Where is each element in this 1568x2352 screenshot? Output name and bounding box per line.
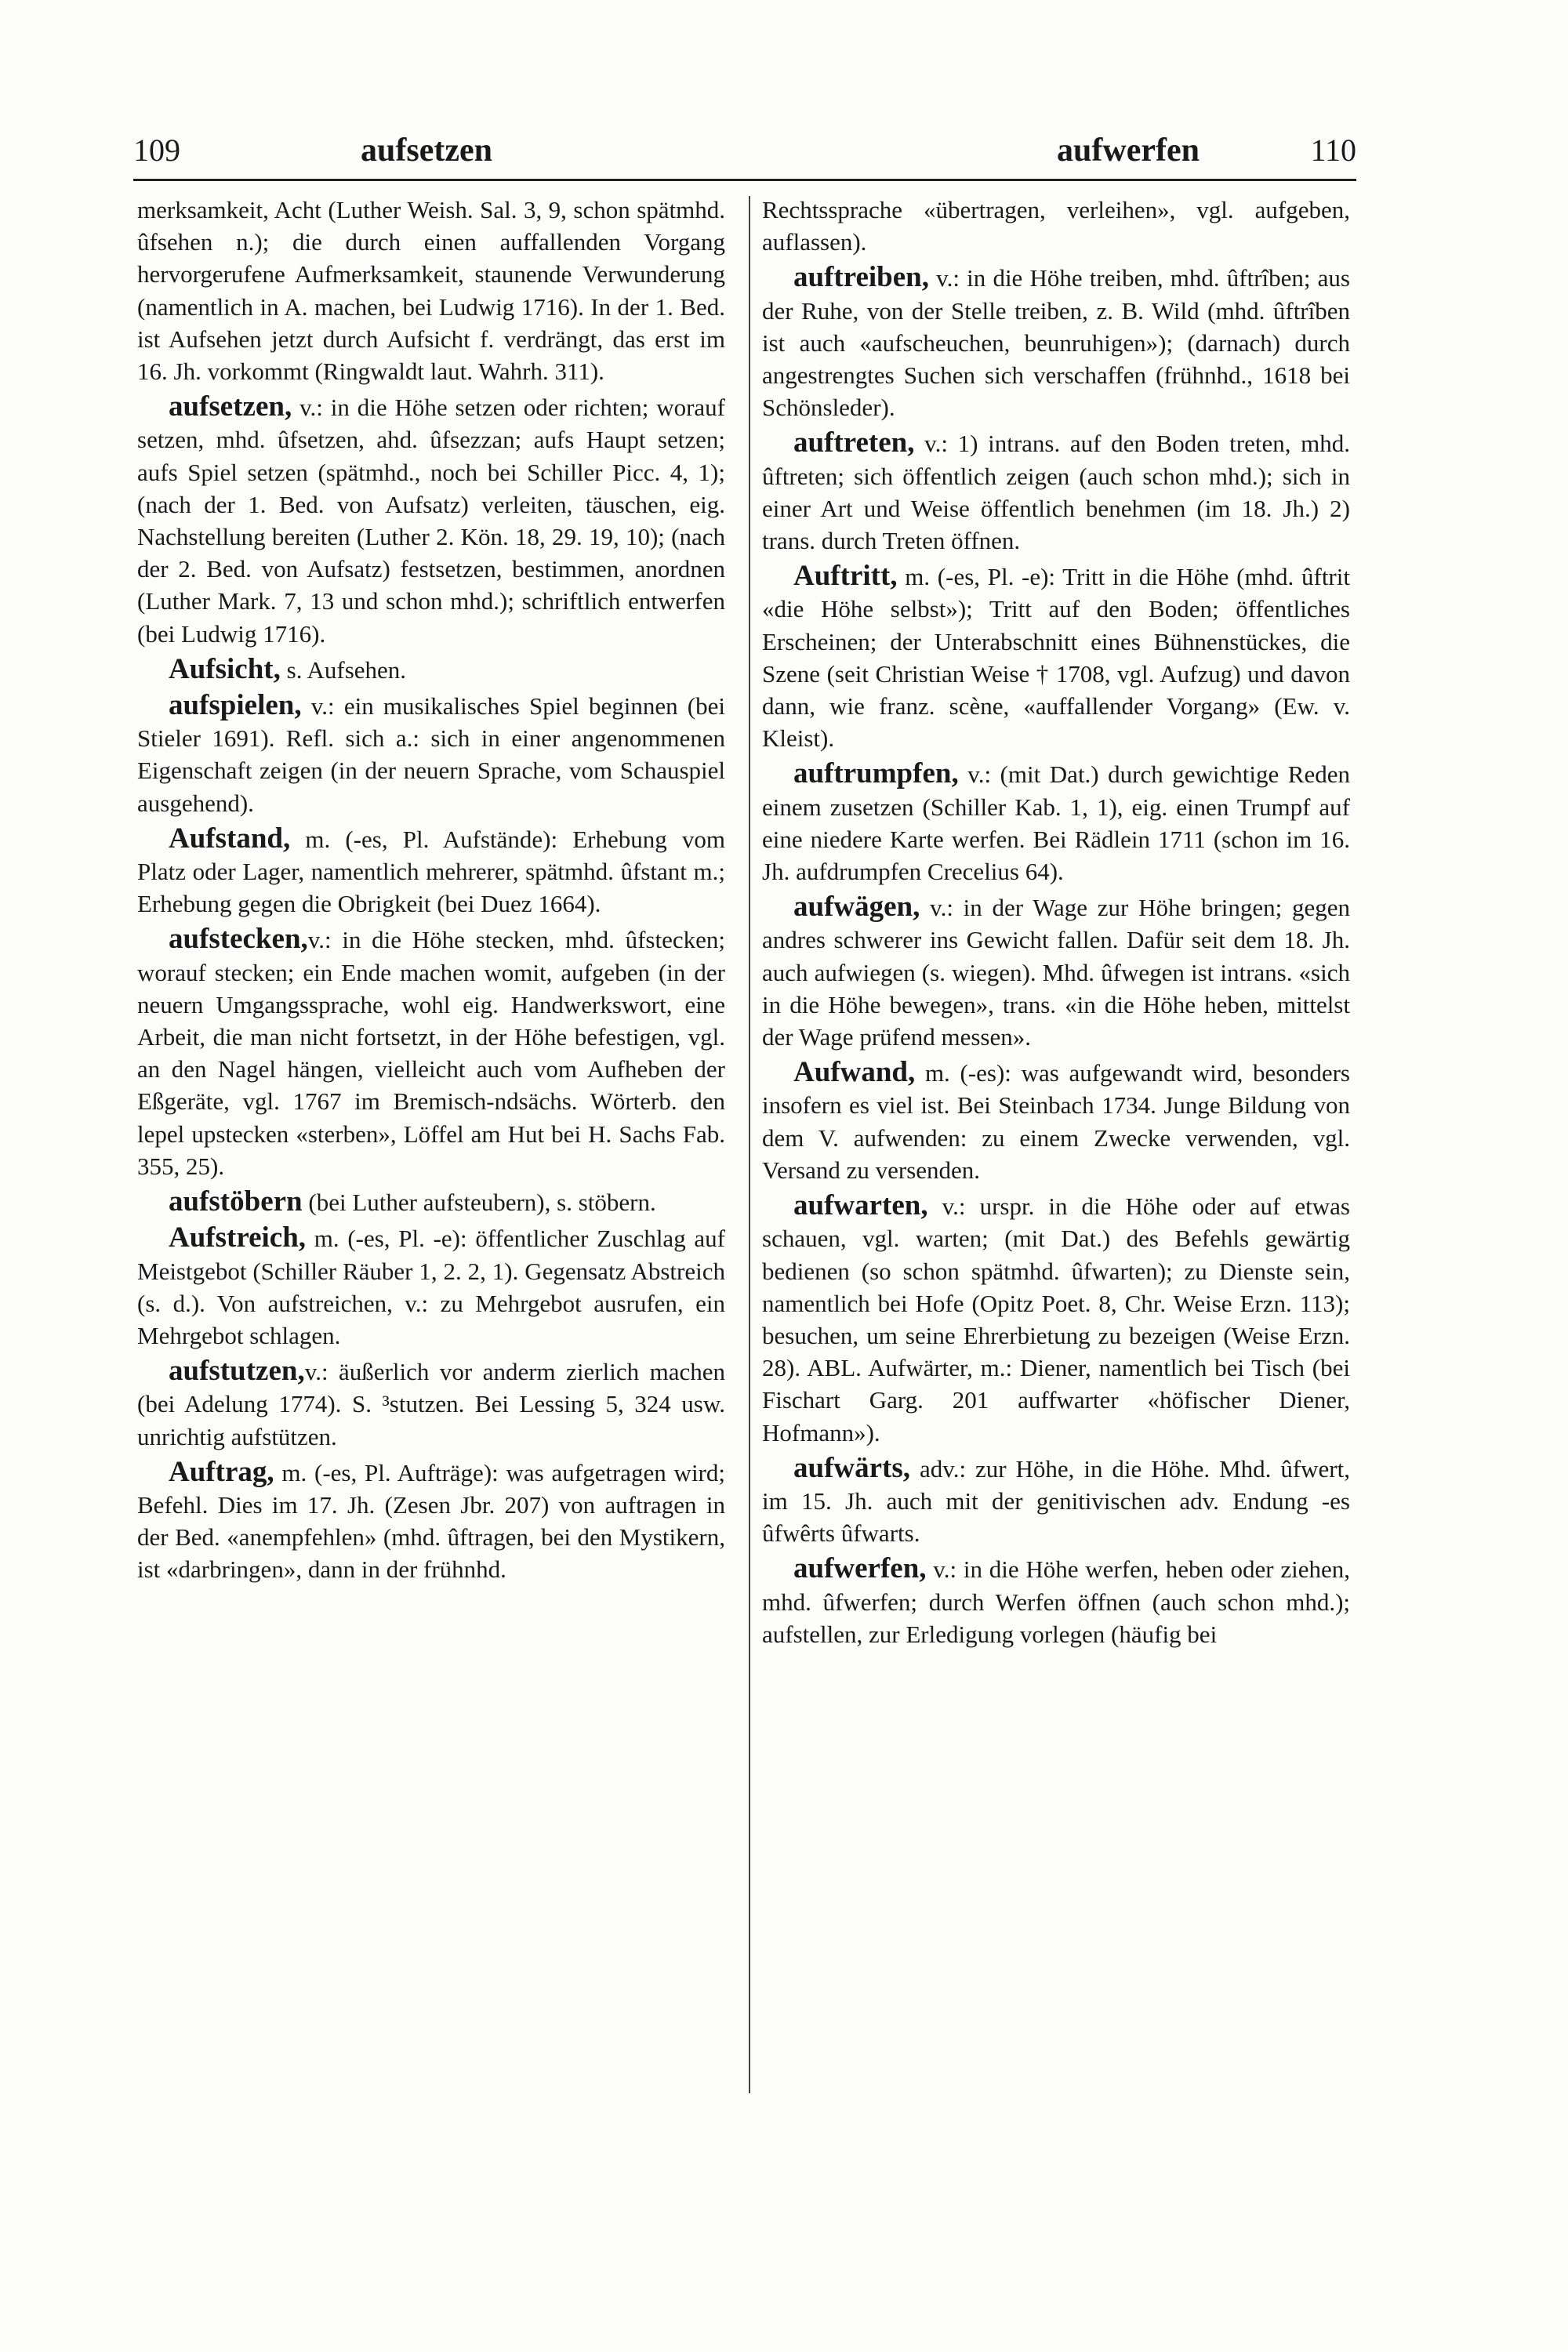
entry-text: v.: äußerlich vor anderm zierlich machen (bei Adelung 1774). S. ³stutzen. Bei Lessing 5, 324 usw. unrichtig aufstützen. (137, 1358, 725, 1450)
dictionary-entry (137, 923, 725, 1182)
dictionary-entry (762, 757, 1350, 887)
entry-text: v.: ein musikalisches Spiel beginnen (bei Stieler 1691). Refl. sich a.: sich in einer angenommenen Eigenschaft zeigen (in der neuern Sprache, vom Schauspiel ausgehend). (137, 692, 725, 817)
header-rule (133, 179, 1356, 181)
entry-text: v.: (mit Dat.) durch gewichtige Reden einem zusetzen (Schiller Kab. 1, 1), eig. einen Trumpf auf eine niedere Karte werfen. Bei Rädlein 1711 (schon im 16. Jh. aufdrumpfen Crecelius 64). (762, 760, 1350, 886)
page-header (133, 132, 1356, 179)
dictionary-entry (137, 689, 725, 819)
entry-text: m. (-es, Pl. Aufträge): was aufgetragen wird; Befehl. Dies im 17. Jh. (Zesen Jbr. 207) von auftragen in der Bed. «anempfehlen» (mhd. ûftragen, bei den Mystikern, ist «darbringen», dann in der frühnhd. (137, 1458, 725, 1584)
entry-lemma: Aufsicht, (169, 652, 281, 685)
entry-text: Rechtssprache «übertragen, verleihen», vgl. aufgeben, auflassen). (762, 196, 1350, 256)
entry-lemma: Aufstand, (169, 822, 291, 855)
entry-lemma: aufstutzen, (169, 1355, 305, 1388)
entry-lemma: aufstecken, (169, 923, 308, 956)
entry-text: m. (-es, Pl. -e): öffentlicher Zuschlag auf Meistgebot (Schiller Räuber 1, 2. 2, 1). Gegensatz Abstreich (s. d.). Von aufstreichen, v.: zu Mehrgebot ausrufen, ein Mehrgebot schlagen. (137, 1225, 725, 1349)
dictionary-entry (762, 193, 1350, 258)
entry-text: m. (-es): was aufgewandt wird, besonders insofern es viel ist. Bei Steinbach 1734. Junge Bildung von dem V. aufwenden: zu einem Zwecke verwenden, vgl. Versand zu versenden. (762, 1059, 1350, 1184)
entry-lemma: aufstöbern (169, 1185, 303, 1218)
right-page-number: 110 (1310, 132, 1356, 168)
dictionary-entry (137, 1221, 725, 1352)
dictionary-entry (762, 1552, 1350, 1650)
dictionary-entry (137, 390, 725, 650)
entry-lemma: auftreten, (793, 426, 915, 459)
entry-lemma: aufwerfen, (793, 1552, 927, 1585)
entry-text: v.: in der Wage zur Höhe bringen; gegen andres schwerer ins Gewicht fallen. Dafür seit dem 18. Jh. auch aufwiegen (s. wiegen). Mhd. ûfwegen ist intrans. «sich in die Höhe bewegen», trans. «in die Höhe heben, mittelst der Wage prüfend messen». (762, 894, 1350, 1051)
left-page-number: 109 (133, 132, 180, 168)
dictionary-entry (762, 261, 1350, 423)
entry-lemma: aufsetzen, (169, 390, 292, 423)
entry-lemma: aufspielen, (169, 689, 302, 722)
dictionary-entry (137, 653, 725, 686)
entry-lemma: Aufwand, (793, 1056, 916, 1089)
entry-text: m. (-es, Pl. -e): Tritt in die Höhe (mhd. ûftrit «die Höhe selbst»); Tritt auf den Boden; öffentliches Erscheinen; der Unterabschnitt eines Bühnenstückes, die Szene (seit Christian Weise † 1708, vgl. Aufzug) und davon dann, wie franz. scène, «auffallender Vorgang» (Ew. v. Kleist). (762, 563, 1350, 753)
right-running-headword: aufwerfen (1057, 132, 1200, 169)
entry-text: v.: 1) intrans. auf den Boden treten, mhd. ûftreten; sich öffentlich zeigen (auch schon mhd.); sich in einer Art und Weise öffentlich benehmen (im 18. Jh.) 2) trans. durch Treten öffnen. (762, 430, 1350, 555)
dictionary-entry (762, 1056, 1350, 1186)
dictionary-entry (762, 426, 1350, 557)
entry-text: adv.: zur Höhe, in die Höhe. Mhd. ûfwert, im 15. Jh. auch mit der genitivischen adv. Endung -es ûfwêrts ûfwarts. (762, 1454, 1350, 1548)
dictionary-entry (762, 1452, 1350, 1550)
column-divider (749, 196, 750, 2093)
entry-text: merksamkeit, Acht (Luther Weish. Sal. 3, 9, schon spätmhd. ûfsehen n.); die durch einen auffallenden Vorgang hervorgerufene Aufmerksamkeit, staunende Verwunderung (namentlich in A. machen, bei Ludwig 1716). In der 1. Bed. ist Aufsehen jetzt durch Aufsicht f. verdrängt, das erst im 16. Jh. vorkommt (Ringwaldt laut. Wahrh. 311). (137, 196, 725, 386)
left-running-headword: aufsetzen (361, 132, 492, 169)
entry-text: s. Aufsehen. (280, 655, 407, 684)
entry-text: v.: in die Höhe werfen, heben oder ziehen, mhd. ûfwerfen; durch Werfen öffnen (auch schon mhd.); aufstellen, zur Erledigung vorlegen (häufig bei (762, 1555, 1350, 1648)
dictionary-entry (137, 1185, 725, 1218)
entry-text: (bei Luther aufsteubern), s. stöbern. (302, 1189, 656, 1217)
right-column (762, 193, 1350, 2129)
entry-lemma: Auftrag, (169, 1455, 274, 1488)
dictionary-entry (762, 560, 1350, 754)
dictionary-entry (137, 1355, 725, 1453)
entry-text: v.: in die Höhe setzen oder richten; worauf setzen, mhd. ûfsetzen, ahd. ûfsezzan; aufs Haupt setzen; aufs Spiel setzen (spätmhd., noch bei Schiller Picc. 4, 1); (nach der 1. Bed. von Aufsatz) verleiten, täuschen, eig. Nachstellung bereiten (Luther 2. Kön. 18, 29. 19, 10); (nach der 2. Bed. von Aufsatz) festsetzen, bestimmen, anordnen (Luther Mark. 7, 13 und schon mhd.); schriftlich entwerfen (bei Ludwig 1716). (137, 394, 725, 648)
entry-lemma: aufwägen, (793, 891, 920, 924)
entry-lemma: aufwarten, (793, 1189, 928, 1222)
entry-text: m. (-es, Pl. Aufstände): Erhebung vom Platz oder Lager, namentlich mehrerer, spätmhd. ûfstant m.; Erhebung gegen die Obrigkeit (bei Duez 1664). (137, 825, 725, 918)
entry-lemma: aufwärts, (793, 1451, 911, 1484)
left-column (137, 193, 725, 2129)
dictionary-entry (137, 1456, 725, 1586)
entry-text: v.: in die Höhe stecken, mhd. ûfstecken; worauf stecken; ein Ende machen womit, aufgeben (in der neuern Umgangssprache, wohl eig. Handwerkswort, eine Arbeit, die man nicht fortsetzt, in der Höhe befestigen, vgl. an den Nagel hängen, vielleicht auch vom Aufheben der Eßgeräte, vgl. 1767 im Bremisch-ndsächs. Wörterb. den lepel upstecken «sterben», Löffel am Hut bei H. Sachs Fab. 355, 25). (137, 926, 725, 1180)
dictionary-entry (137, 822, 725, 920)
dictionary-entry (137, 193, 725, 387)
dictionary-entry (762, 1189, 1350, 1449)
entry-lemma: auftreiben, (793, 261, 930, 294)
entry-lemma: Auftritt, (793, 560, 898, 593)
entry-text: v.: in die Höhe treiben, mhd. ûftrîben; aus der Ruhe, von der Stelle treiben, z. B. Wild (mhd. ûftrîben ist auch «aufscheuchen, beunruhigen»); (darnach) durch angestrengtes Suchen sich verschaffen (frühnhd., 1618 bei Schönsleder). (762, 264, 1350, 422)
entry-lemma: Aufstreich, (169, 1221, 307, 1254)
entry-text: v.: urspr. in die Höhe oder auf etwas schauen, vgl. warten; (mit Dat.) des Befehls gewärtig bedienen (so schon spätmhd. ûfwarten); zu Dienste sein, namentlich bei Hofe (Opitz Poet. 8, Chr. Weise Erzn. 113); besuchen, um seine Ehrerbietung zu bezeigen (Weise Erzn. 28). ABL. Aufwärter, m.: Diener, namentlich bei Tisch (bei Fischart Garg. 201 auffwarter «höfischer Diener, Hofmann»). (762, 1192, 1350, 1446)
entry-lemma: auftrumpfen, (793, 757, 959, 790)
dictionary-entry (762, 891, 1350, 1053)
